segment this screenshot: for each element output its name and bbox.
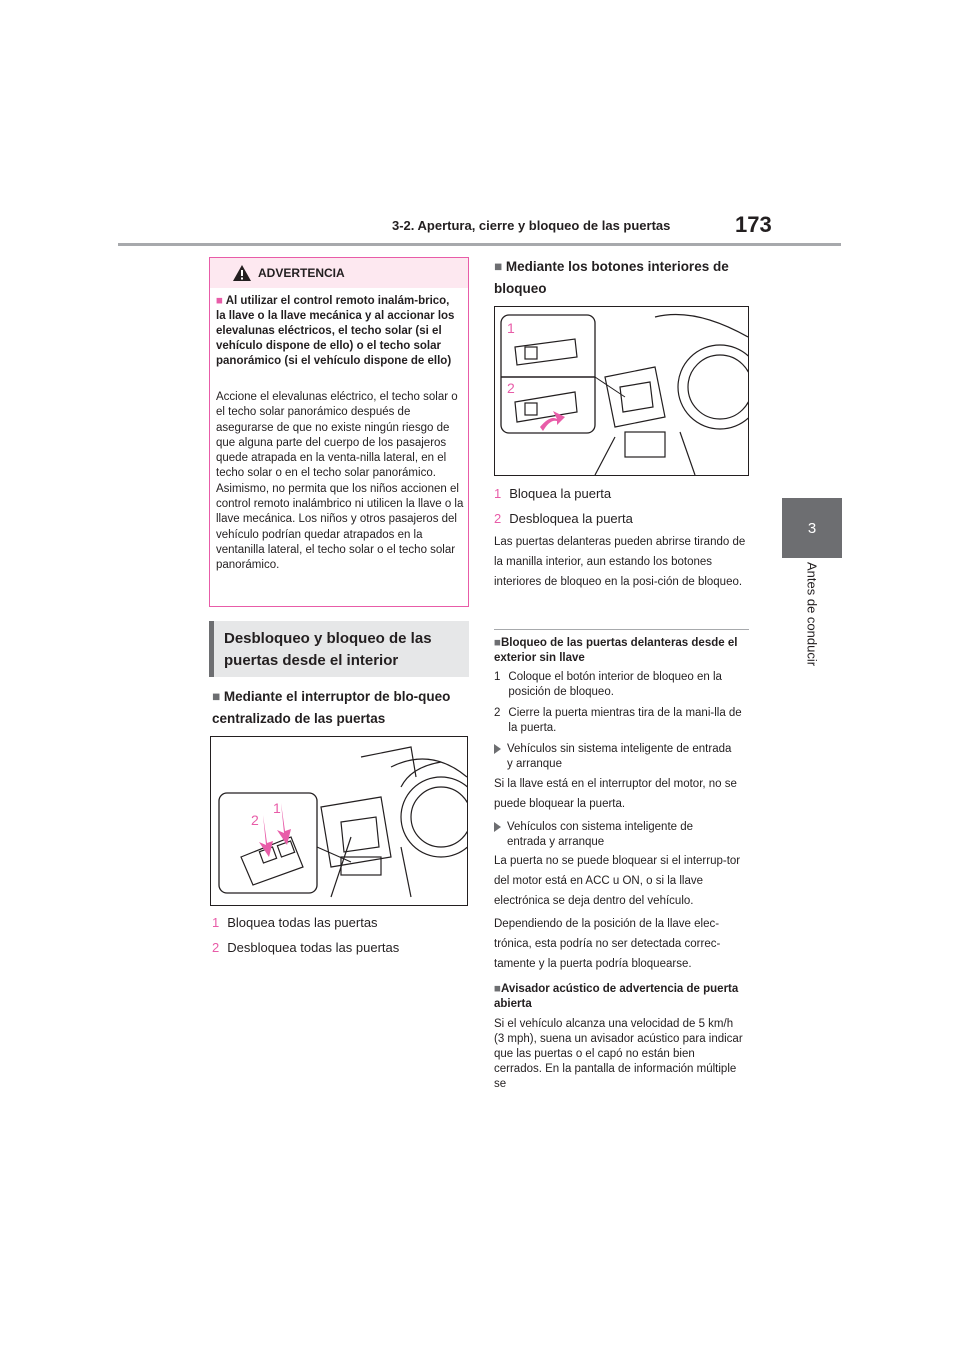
square-bullet-icon: ■ [494, 259, 503, 274]
paragraph: Dependiendo de la posición de la llave elec-trónica, esta podría no ser detectada correc-tamente y la puerta podría bloquearse. [494, 918, 721, 970]
right-subheading-text: Mediante los botones interiores de bloqueo [494, 259, 729, 296]
warning-header [210, 258, 468, 288]
square-bullet-icon: ■ [216, 295, 223, 307]
left-item-1 [212, 915, 378, 930]
square-bullet-icon: ■ [212, 689, 221, 704]
subheading-small [494, 636, 752, 666]
right-item-2 [494, 511, 633, 526]
square-bullet-icon: ■ [494, 637, 501, 649]
item-text: Desbloquea todas las puertas [227, 940, 400, 955]
warning-body: Accione el elevalunas eléctrico, el techo solar o el techo solar panorámico después de asegurarse de que no existe ningún riesgo de que alguna parte del cuerpo de los pasajeros quede atrapada en la venta-nilla lateral, en el techo solar o en el techo solar panorámico. Asimismo, no permita que los niños accionen el control remoto inalámbrico ni utilicen la llave o la llave mecánica. Los niños y otros pasajeros del vehículo podrían quedar atrapados en la ventanilla lateral, el techo solar o el techo solar panorámico. [216, 391, 464, 572]
central-lock-drawing [211, 737, 467, 905]
triangle-bullet-icon [494, 744, 501, 754]
central-lock-switch-illustration [210, 736, 468, 906]
item-number: 1 [494, 486, 502, 501]
left-item-2 [212, 940, 399, 955]
left-subheading-text: Mediante el interruptor de blo-queo centralizado de las puertas [212, 689, 451, 726]
paragraph: Si el vehículo alcanza una velocidad de 5 km/h (3 mph), suena un avisador acústico para indicar que las puertas o el capó no están bien cerrados. En la pantalla de información múltiple se [494, 1018, 743, 1090]
step-number: 1 [494, 671, 501, 683]
figure-label: 1 [507, 320, 515, 336]
bullet-text: Vehículos con sistema inteligente de entrada y arranque [507, 821, 694, 848]
step-number: 2 [494, 707, 501, 719]
figure-label: 2 [507, 380, 515, 396]
paragraph: Si la llave está en el interruptor del motor, no se puede bloquear la puerta. [494, 778, 737, 810]
item-number: 1 [212, 915, 220, 930]
bullet-text: Vehículos sin sistema inteligente de entrada y arranque [507, 743, 732, 770]
warning-label: ADVERTENCIA [258, 266, 345, 280]
step-text: Cierre la puerta mientras tira de la mani-lla de la puerta. [508, 707, 742, 734]
bullet-item [494, 820, 734, 850]
subheading-small [494, 982, 752, 1012]
step-1 [494, 670, 752, 700]
warning-box [209, 257, 469, 607]
section-title: Desbloqueo y bloqueo de las puertas desde el interior [224, 630, 432, 669]
item-number: 2 [212, 940, 220, 955]
warning-subheading-text: Al utilizar el control remoto inalám-brico, la llave o la llave mecánica y al accionar los elevalunas eléctricos, el techo solar (si el vehículo dispone de ello) o el techo solar panorámico (si el vehículo dispone de ello) [216, 295, 455, 367]
door-lock-drawing [495, 307, 748, 475]
left-subheading [212, 686, 472, 730]
bullet-item [494, 742, 734, 772]
chapter-label: Antes de conducir [804, 562, 820, 667]
item-text: Bloquea la puerta [509, 486, 612, 501]
divider [494, 629, 749, 630]
triangle-bullet-icon [494, 822, 501, 832]
figure-label: 2 [251, 812, 259, 828]
subheading-small-text: Bloqueo de las puertas delanteras desde el exterior sin llave [494, 637, 738, 664]
paragraph: Las puertas delanteras pueden abrirse tirando de la manilla interior, aun estando los botones interiores de bloqueo en la posi-ción de bloqueo. [494, 536, 746, 588]
item-text: Bloquea todas las puertas [227, 915, 378, 930]
warning-subheading [216, 294, 462, 369]
right-item-1 [494, 486, 611, 501]
square-bullet-icon: ■ [494, 983, 501, 995]
chapter-tab [782, 498, 842, 558]
chapter-number: 3 [807, 519, 817, 537]
right-subheading [494, 256, 744, 300]
step-2 [494, 706, 752, 736]
figure-label: 1 [273, 800, 281, 816]
paragraph: La puerta no se puede bloquear si el interrup-tor del motor está en ACC u ON, o si la llave electrónica se deja dentro del vehículo. [494, 855, 741, 907]
header-rule [118, 243, 841, 246]
door-lock-button-illustration [494, 306, 749, 476]
subheading-small-text: Avisador acústico de advertencia de puerta abierta [494, 983, 739, 1010]
item-number: 2 [494, 511, 502, 526]
item-text: Desbloquea la puerta [509, 511, 633, 526]
section-header-title: 3-2. Apertura, cierre y bloqueo de las puertas [392, 218, 671, 233]
step-text: Coloque el botón interior de bloqueo en la posición de bloqueo. [508, 671, 722, 698]
section-heading [209, 621, 469, 677]
warning-icon [232, 264, 252, 282]
page-number: 173 [735, 212, 772, 237]
